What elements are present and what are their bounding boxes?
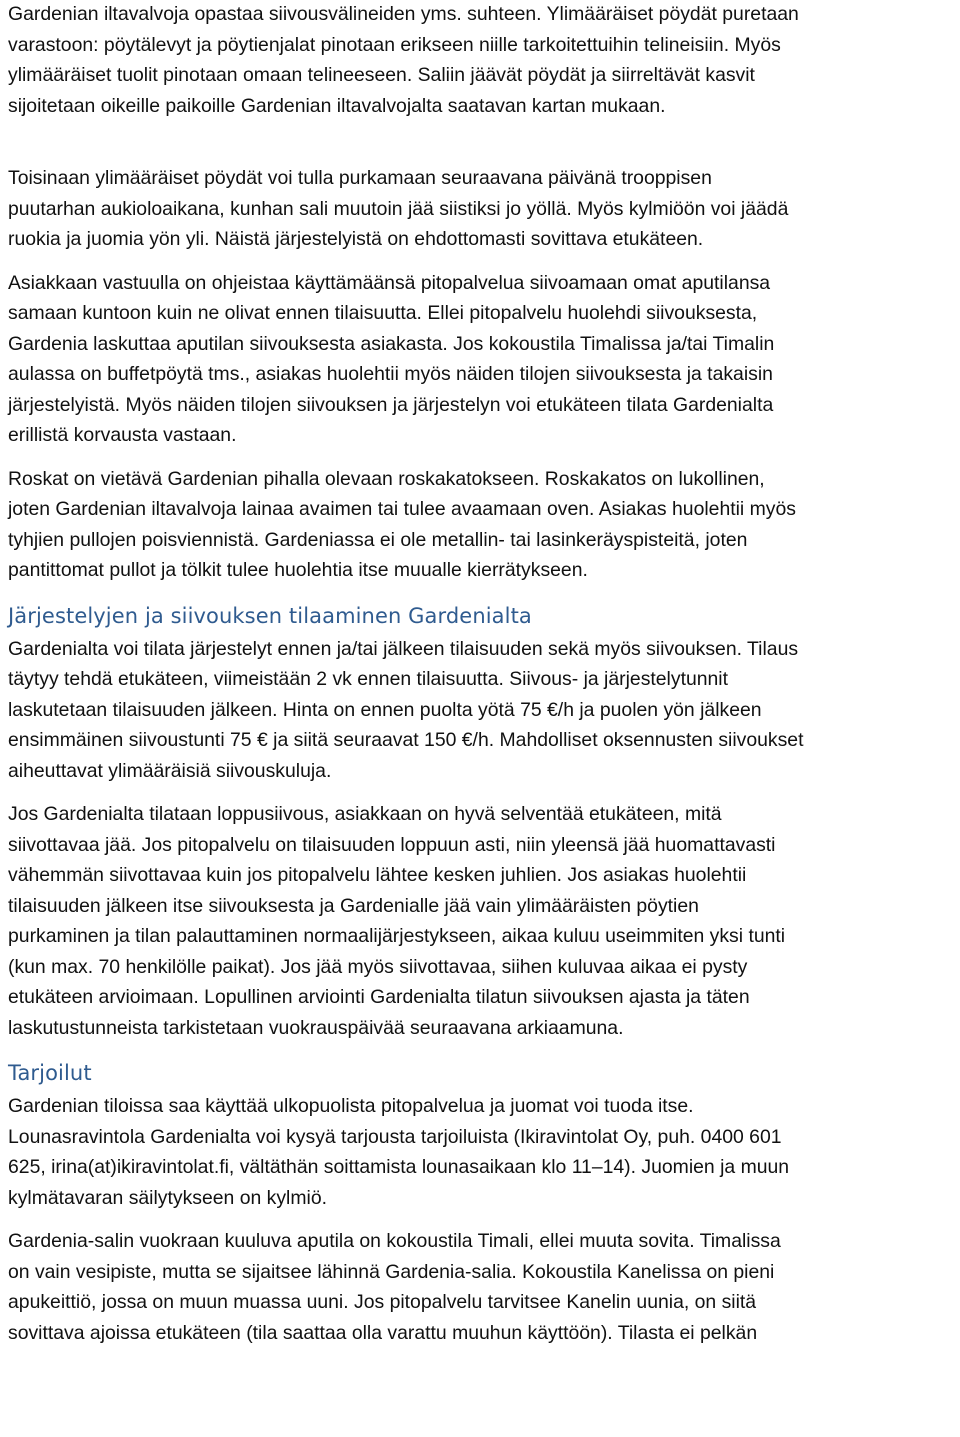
heading-ordering-arrangements: Järjestelyjen ja siivouksen tilaaminen Gardenialta (8, 603, 532, 628)
paragraph-cleanup-instructions: Gardenian iltavalvoja opastaa siivousvälineiden yms. suhteen. Ylimääräiset pöydät puretaan varastoon: pöytälevyt ja pöytienjalat pinotaan erikseen niille tarkoitettuihin telineisiin. Myös ylimääräiset tuolit pinotaan omaan telineeseen. Saliin jäävät pöydät ja siirreltävät kasvit sijoitetaan oikeille paikoille Gardenian iltavalvojalta saatavan kartan mukaan. (8, 3, 799, 117)
paragraph-next-day-dismantling: Toisinaan ylimääräiset pöydät voi tulla purkamaan seuraavana päivänä trooppisen puutarhan aukioloaikana, kunhan sali muutoin jää siistiksi jo yöllä. Myös kylmiöön voi jäädä ruokia ja juomia yön yli. Näistä järjestelyistä on ehdottomasti sovittava etukäteen. (8, 167, 789, 250)
paragraph-final-cleaning: Jos Gardenialta tilataan loppusiivous, asiakkaan on hyvä selventää etukäteen, mitä siivottavaa jää. Jos pitopalvelu on tilaisuuden loppuun asti, niin yleensä jää huomattavasti vähemmän siivottavaa kuin jos pitopalvelu lähtee kesken juhlien. Jos asiakas huolehtii tilaisuuden jälkeen itse siivouksesta ja Gardenialle jää vain ylimääräisten pöytien purkaminen ja tilan palauttaminen normaalijärjestykseen, aikaa kuluu useimmiten yksi tunti (kun max. 70 henkilölle paikat). Jos jää myös siivottavaa, siihen kuluvaa aikaa ei pysty etukäteen arvioimaan. Lopullinen arviointi Gardenialta tilatun siivouksen ajasta ja täten laskutustunneista tarkistetaan vuokrauspäivää seuraavana arkiaamuna. (8, 803, 786, 1039)
heading-catering: Tarjoilut (8, 1061, 92, 1085)
paragraph-catering-info: Gardenian tiloissa saa käyttää ulkopuolista pitopalvelua ja juomat voi tuoda itse. Lounasravintola Gardenialta voi kysyä tarjousta tarjoiluista (Ikiravintolat Oy, puh. 0400 601 625, irina(at)ikiravintolat.fi, vältäthän soittamista lounasaikaan klo 11–14). Juomien ja muun kylmätavaran säilytykseen on kylmiö. (8, 1095, 790, 1209)
paragraph-auxiliary-rooms: Gardenia-salin vuokraan kuuluva aputila on kokoustila Timali, ellei muuta sovita. Timalissa on vain vesipiste, mutta se sijaitsee lähinnä Gardenia-salia. Kokoustila Kanelissa on pieni apukeittiö, jossa on muun muassa uuni. Jos pitopalvelu tarvitsee Kanelin uunia, on siitä sovittava ajoissa etukäteen (tila saattaa olla varattu muuhun käyttöön). Tilasta ei pelkän (8, 1230, 781, 1344)
paragraph-ordering-pricing: Gardenialta voi tilata järjestelyt ennen ja/tai jälkeen tilaisuuden sekä myös siivouksen. Tilaus täytyy tehdä etukäteen, viimeistään 2 vk ennen tilaisuutta. Siivous- ja järjestelytunnit laskutetaan tilaisuuden jälkeen. Hinta on ennen puolta yötä 75 €/h ja puolen yön jälkeen ensimmäinen siivoustunti 75 € ja siitä seuraavat 150 €/h. Mahdolliset oksennusten siivoukset aiheuttavat ylimääräisiä siivouskuluja. (8, 637, 804, 782)
document-content (8, 0, 958, 1348)
paragraph-customer-responsibility: Asiakkaan vastuulla on ohjeistaa käyttämäänsä pitopalvelua siivoamaan omat aputilansa samaan kuntoon kuin ne olivat ennen tilaisuutta. Ellei pitopalvelu huolehdi siivouksesta, Gardenia laskuttaa aputilan siivouksesta asiakasta. Jos kokoustila Timalissa ja/tai Timalin aulassa on buffetpöytä tms., asiakas huolehtii myös näiden tilojen siivouksesta ja takaisin järjestelyistä. Myös näiden tilojen siivouksen ja järjestelyn voi etukäteen tilata Gardenialta erillistä korvausta vastaan. (8, 271, 775, 446)
paragraph-trash-disposal: Roskat on vietävä Gardenian pihalla olevaan roskakatokseen. Roskakatos on lukollinen, joten Gardenian iltavalvoja lainaa avaimen tai tulee avaamaan oven. Asiakas huolehtii myös tyhjien pullojen poisviennistä. Gardeniassa ei ole metallin- tai lasinkeräyspisteitä, joten pantittomat pullot ja tölkit tulee huolehtia itse muualle kierrätykseen. (8, 467, 796, 581)
